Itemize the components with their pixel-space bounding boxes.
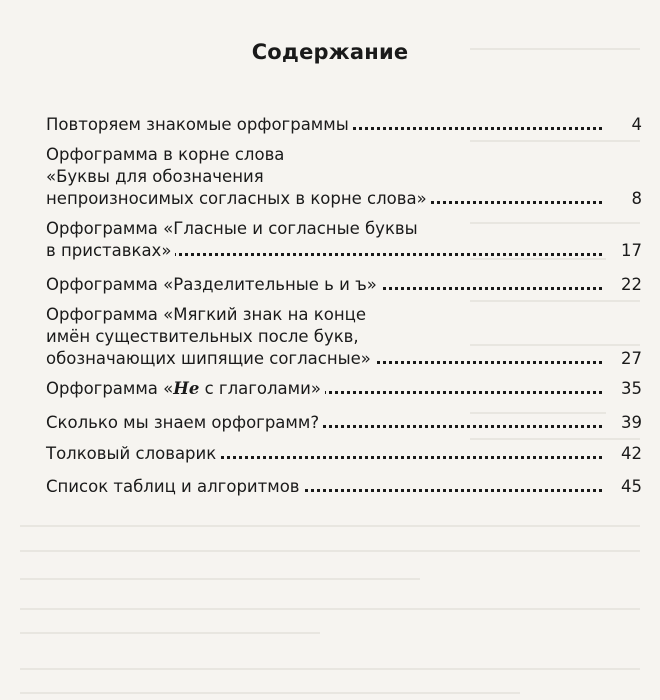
- toc-entry-text: Орфограмма «Гласные и согласные буквы: [46, 219, 418, 238]
- toc-entry[interactable]: [46, 443, 642, 465]
- italic-ne: Не: [173, 379, 200, 398]
- toc-page-number: 39: [606, 412, 642, 434]
- toc-page-number: 45: [606, 476, 642, 498]
- toc-entry[interactable]: [46, 274, 642, 296]
- toc-page-number: 42: [606, 443, 642, 465]
- toc-entry[interactable]: [46, 476, 642, 498]
- toc-entry-text: Толковый словарик: [46, 443, 220, 465]
- toc-entry[interactable]: [46, 144, 642, 210]
- toc-entry-text: имён существительных после букв,: [46, 327, 359, 346]
- toc-entry[interactable]: [46, 304, 642, 370]
- toc-entry-text: в приставках»: [46, 240, 175, 262]
- toc-entry[interactable]: [46, 218, 642, 262]
- toc-entry[interactable]: [46, 114, 642, 136]
- toc-entry-text: Орфограмма «Разделительные ь и ъ»: [46, 274, 381, 296]
- toc-entry-text: Орфограмма в корне слова: [46, 145, 285, 164]
- toc-page-number: 4: [606, 114, 642, 136]
- toc-page-number: 27: [606, 348, 642, 370]
- toc-entry-text: «Буквы для обозначения: [46, 167, 264, 186]
- toc-entry-text: Орфограмма «Мягкий знак на конце: [46, 305, 367, 324]
- page-title: Содержание: [251, 40, 409, 64]
- toc-entry-text: Список таблиц и алгоритмов: [46, 476, 304, 498]
- toc-entry-text: непроизносимых согласных в корне слова»: [46, 188, 431, 210]
- toc-page-number: 22: [606, 274, 642, 296]
- toc-entry-text: обозначающих шипящие согласные»: [46, 348, 375, 370]
- toc-entry[interactable]: [46, 412, 642, 434]
- toc-page-number: 17: [606, 240, 642, 262]
- toc-entry[interactable]: [46, 378, 642, 400]
- toc-page-number: 35: [606, 378, 642, 400]
- toc-entry-text: Сколько мы знаем орфограмм?: [46, 412, 323, 434]
- toc-entry-text: Орфограмма «Не с глаголами»: [46, 378, 325, 400]
- toc-page-number: 8: [606, 188, 642, 210]
- toc-entry-text: Повторяем знакомые орфограммы: [46, 114, 353, 136]
